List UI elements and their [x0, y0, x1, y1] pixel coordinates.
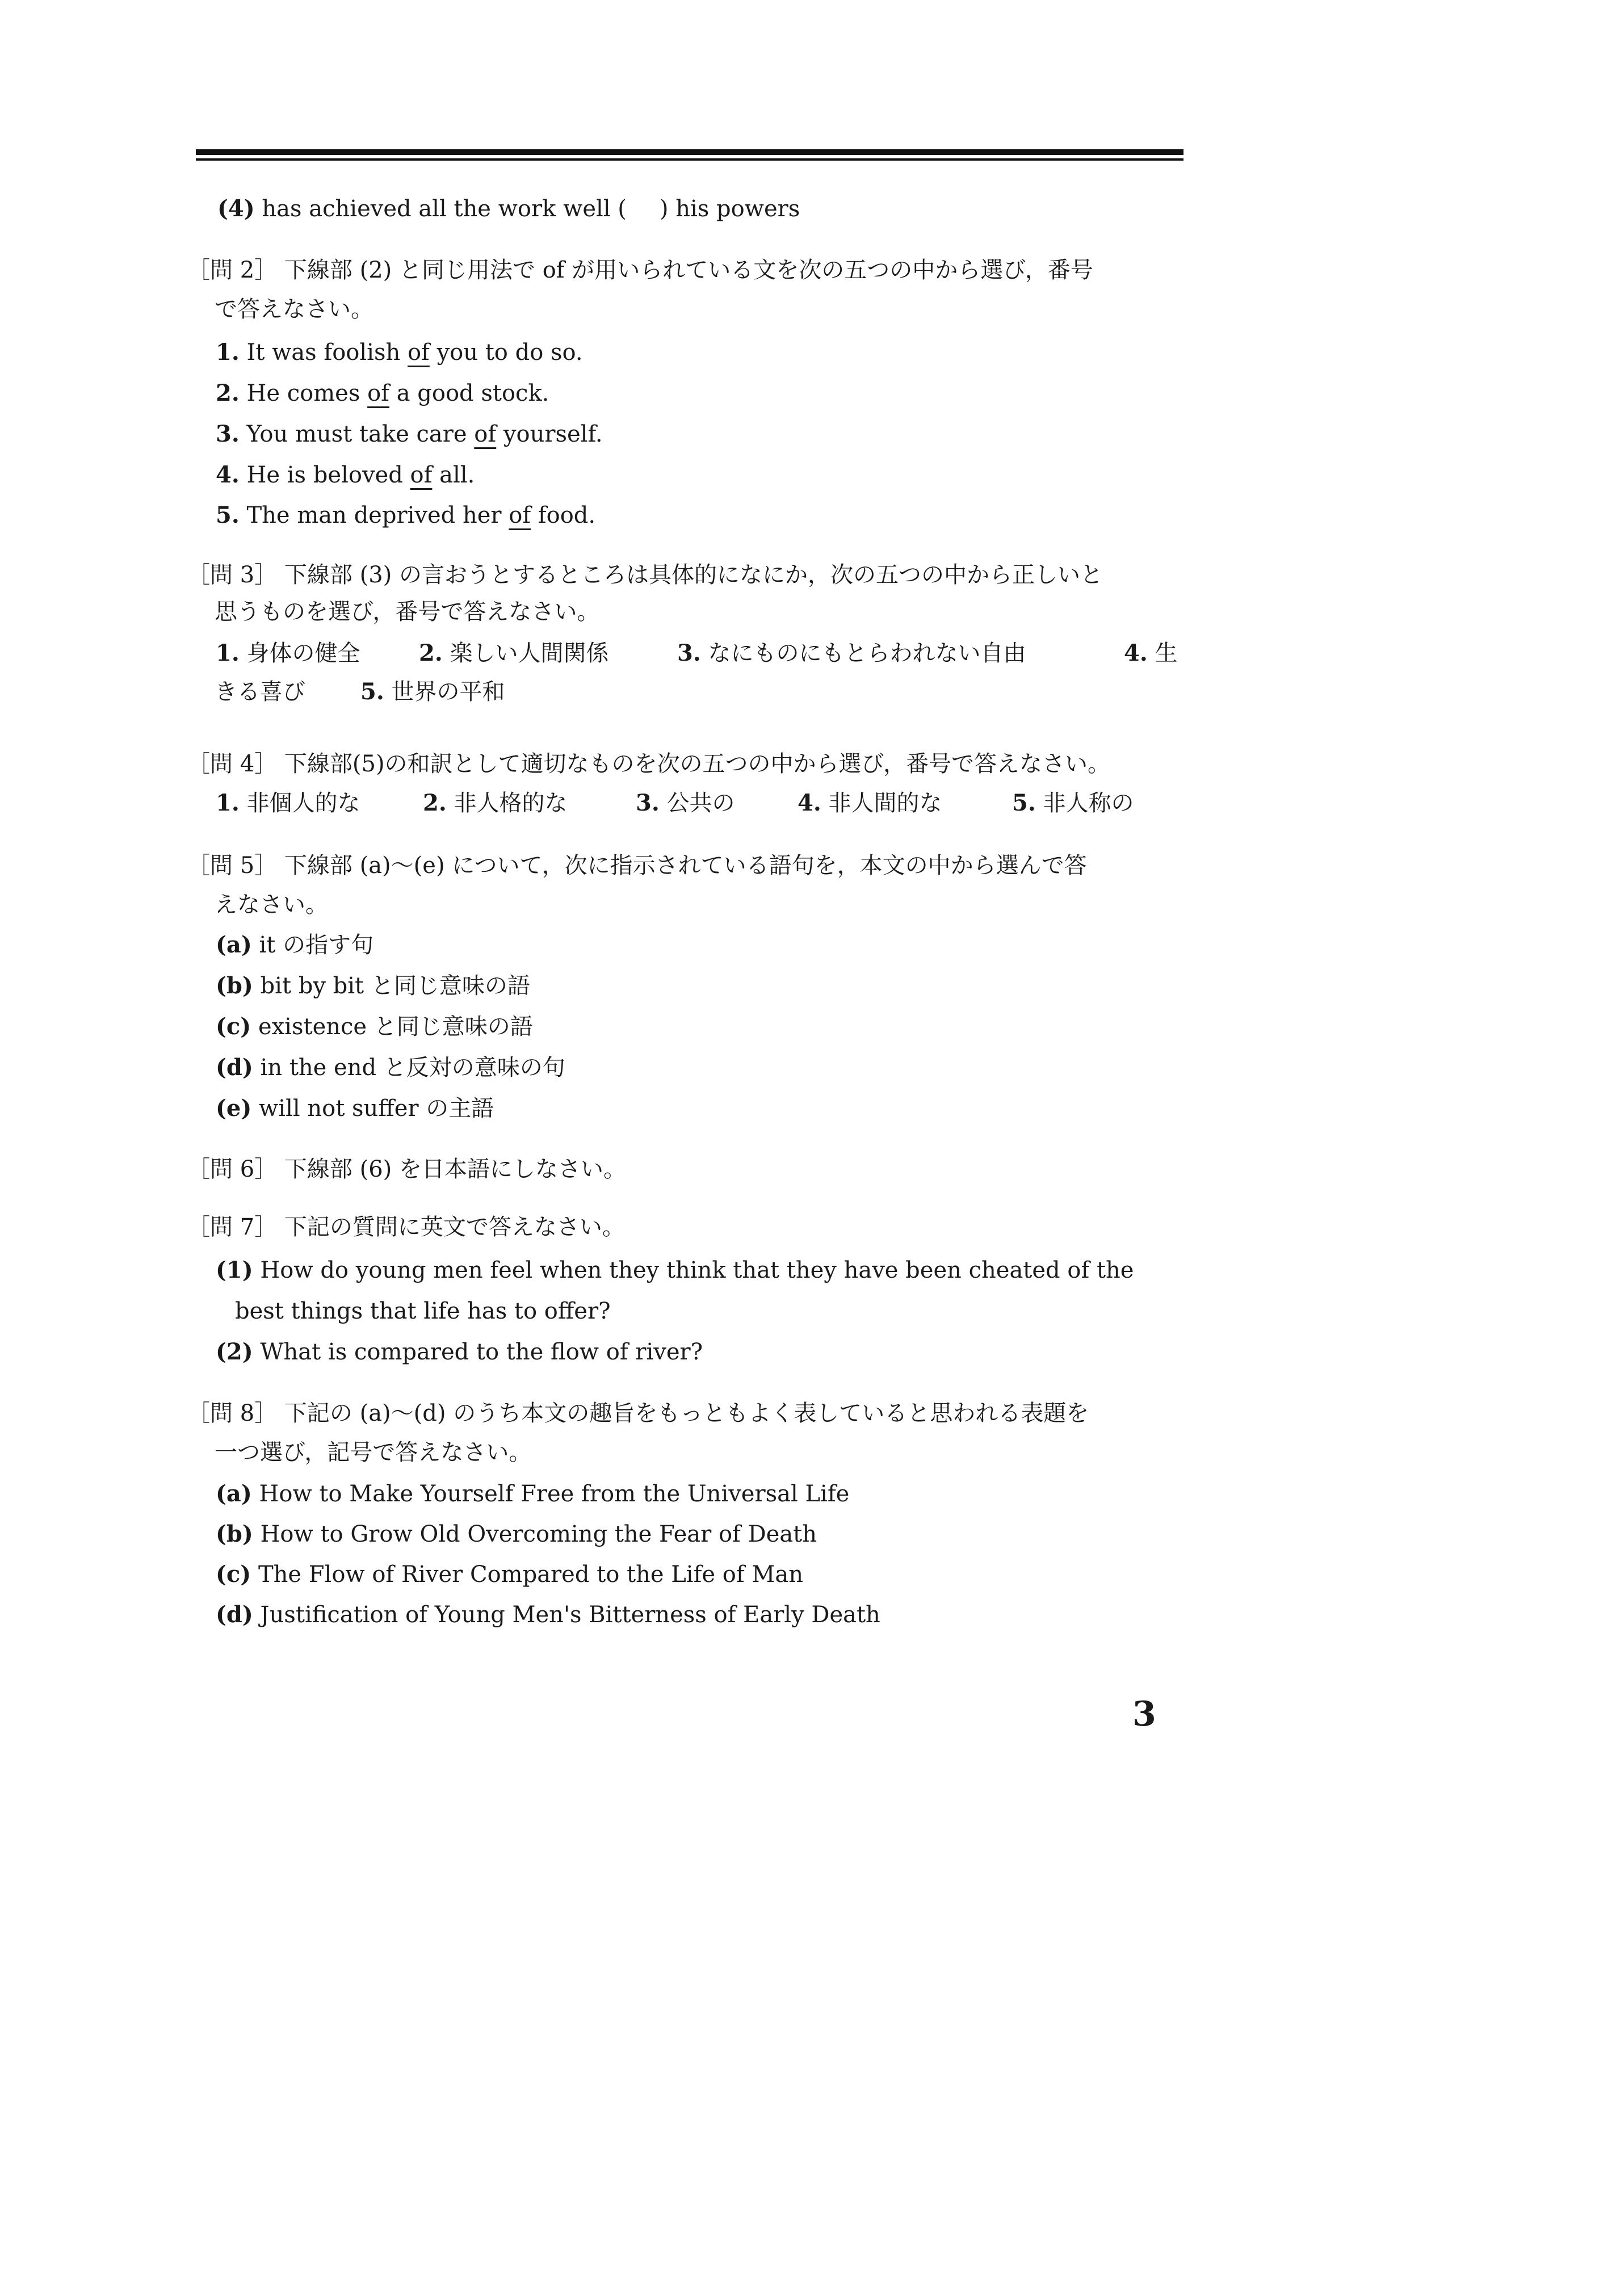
underlined-word: of — [410, 462, 433, 488]
option-text: 公共の — [666, 790, 735, 816]
option-text: 非個人的な — [246, 790, 360, 816]
q4-option-5 — [1012, 787, 1134, 819]
option-number: 1. — [216, 640, 240, 666]
question-text: 下記の質問に英文で答えなさい。 — [284, 1214, 625, 1240]
item-text: it の指す句 — [259, 932, 374, 958]
q7-heading — [187, 1211, 625, 1243]
q7-item-1 — [216, 1254, 1134, 1286]
q5-heading-cont: えなさい。 — [215, 892, 328, 918]
option-text: a good stock. — [389, 380, 549, 406]
q4-option-4 — [798, 787, 942, 819]
q8-heading — [187, 1397, 1089, 1429]
question-text: 下線部 (6) を日本語にしなさい。 — [284, 1156, 626, 1182]
q2-option-5 — [216, 500, 595, 531]
q6-heading — [187, 1153, 626, 1185]
q7-item-1-cont: best things that life has to offer? — [235, 1298, 611, 1324]
option-text: He is beloved — [246, 462, 410, 488]
option-text: 非人間的な — [828, 790, 942, 816]
q5-item-c — [216, 1011, 533, 1043]
option-number: 1. — [216, 790, 240, 816]
option-text: He comes — [246, 380, 368, 406]
q3-option-4 — [1124, 637, 1177, 669]
item-text: Justification of Young Men's Bitterness of Early Death — [260, 1602, 880, 1628]
option-number: 1. — [216, 339, 240, 366]
q4-heading — [187, 748, 1110, 780]
q2-option-4 — [216, 459, 475, 491]
option-text: 非人称の — [1043, 790, 1134, 816]
item-letter: (d) — [216, 1054, 253, 1081]
option-text: 身体の健全 — [246, 640, 360, 666]
q4-option-2 — [423, 787, 567, 819]
q3-option-2 — [419, 637, 608, 669]
item-text: How do young men feel when they think that they have been cheated of the — [260, 1257, 1134, 1283]
question-label: ［問 7］ — [187, 1214, 278, 1240]
q3-heading-cont: 思うものを選び，番号で答えなさい。 — [215, 599, 600, 625]
item-text: bit by bit と同じ意味の語 — [260, 973, 530, 999]
question-text: 下線部 (a)～(e) について，次に指示されている語句を，本文の中から選んで答 — [284, 853, 1087, 879]
option-number: 4. — [1124, 640, 1148, 666]
item-number: (4) — [217, 195, 255, 222]
q4-option-3 — [636, 787, 735, 819]
item-4-line — [217, 193, 800, 225]
underlined-word: of — [367, 380, 389, 406]
q7-item-2 — [216, 1336, 703, 1368]
option-number: 2. — [419, 640, 443, 666]
q3-option-1 — [216, 637, 360, 669]
item-letter: (a) — [216, 931, 252, 958]
underlined-word: of — [474, 421, 497, 447]
q5-item-b — [216, 970, 530, 1002]
question-label: ［問 4］ — [187, 751, 278, 777]
q8-item-d — [216, 1599, 880, 1631]
option-text: all. — [432, 462, 475, 488]
item-text: will not suffer の主語 — [259, 1095, 494, 1122]
q5-item-e — [216, 1093, 494, 1124]
item-4-text-before: has achieved all the work well ( — [262, 196, 627, 222]
item-letter: (b) — [216, 1521, 253, 1547]
option-number: 4. — [216, 461, 240, 488]
option-number: 5. — [1012, 790, 1036, 816]
option-number: 4. — [798, 790, 821, 816]
item-letter: (b) — [216, 972, 253, 999]
option-number: 2. — [423, 790, 447, 816]
option-text: 世界の平和 — [391, 679, 505, 705]
item-text: The Flow of River Compared to the Life of Man — [258, 1562, 803, 1588]
q3-option-3 — [677, 637, 1026, 669]
item-letter: (c) — [216, 1561, 251, 1588]
option-text: food. — [531, 502, 596, 528]
q4-option-1 — [216, 787, 360, 819]
question-label: ［問 5］ — [187, 853, 278, 879]
item-letter: (c) — [216, 1013, 251, 1040]
q2-option-3 — [216, 418, 603, 450]
question-text: 下線部(5)の和訳として適切なものを次の五つの中から選び，番号で答えなさい。 — [284, 751, 1110, 777]
option-text: 生 — [1155, 640, 1178, 666]
q3-option-4-cont: きる喜び — [215, 679, 305, 705]
option-number: 3. — [636, 790, 660, 816]
item-number: (2) — [216, 1338, 253, 1365]
option-text: you to do so. — [429, 339, 583, 366]
question-label: ［問 3］ — [187, 562, 278, 588]
underlined-word: of — [407, 339, 430, 366]
item-letter: (a) — [216, 1480, 252, 1507]
option-number: 5. — [360, 678, 384, 705]
item-letter: (d) — [216, 1601, 253, 1628]
q2-option-1 — [216, 337, 583, 368]
option-number: 2. — [216, 380, 240, 406]
item-letter: (e) — [216, 1095, 252, 1122]
page-number: 3 — [1132, 1694, 1156, 1734]
item-text: How to Make Yourself Free from the Universal Life — [259, 1481, 850, 1507]
option-text: なにものにもとらわれない自由 — [708, 640, 1026, 666]
option-text: It was foolish — [246, 339, 408, 366]
option-number: 3. — [216, 421, 240, 447]
q2-heading — [187, 254, 1093, 286]
q3-option-5 — [360, 676, 505, 708]
q8-item-b — [216, 1518, 817, 1550]
q8-heading-cont: 一つ選び，記号で答えなさい。 — [215, 1439, 532, 1466]
question-text: 下線部 (2) と同じ用法で of が用いられている文を次の五つの中から選び，番号 — [284, 257, 1093, 283]
underlined-word: of — [509, 502, 531, 528]
question-label: ［問 8］ — [187, 1400, 278, 1426]
option-text: 楽しい人間関係 — [450, 640, 609, 666]
item-number: (1) — [216, 1257, 253, 1283]
question-text: 下線部 (3) の言おうとするところは具体的になにか，次の五つの中から正しいと — [284, 562, 1103, 588]
option-text: 非人格的な — [454, 790, 568, 816]
header-rule-thin — [196, 158, 1183, 161]
option-number: 3. — [677, 640, 701, 666]
q8-item-c — [216, 1559, 803, 1590]
question-text: 下記の (a)～(d) のうち本文の趣旨をもっともよく表していると思われる表題を — [284, 1400, 1089, 1426]
q5-item-a — [216, 929, 373, 961]
question-label: ［問 2］ — [187, 257, 278, 283]
q5-item-d — [216, 1052, 565, 1084]
item-4-text-after: ) his powers — [659, 196, 800, 222]
option-text: You must take care — [246, 421, 475, 447]
item-text: What is compared to the flow of river? — [260, 1339, 703, 1365]
option-text: The man deprived her — [246, 502, 509, 528]
option-text: yourself. — [496, 421, 603, 447]
q8-item-a — [216, 1478, 849, 1510]
q5-heading — [187, 850, 1087, 882]
q3-heading — [187, 559, 1103, 591]
q2-option-2 — [216, 377, 549, 409]
item-text: How to Grow Old Overcoming the Fear of Death — [260, 1521, 817, 1547]
option-number: 5. — [216, 502, 240, 528]
header-rule-thick — [196, 149, 1183, 155]
q2-heading-cont: で答えなさい。 — [215, 296, 373, 322]
item-text: existence と同じ意味の語 — [258, 1014, 533, 1040]
item-text: in the end と反対の意味の句 — [260, 1055, 565, 1081]
question-label: ［問 6］ — [187, 1156, 278, 1182]
